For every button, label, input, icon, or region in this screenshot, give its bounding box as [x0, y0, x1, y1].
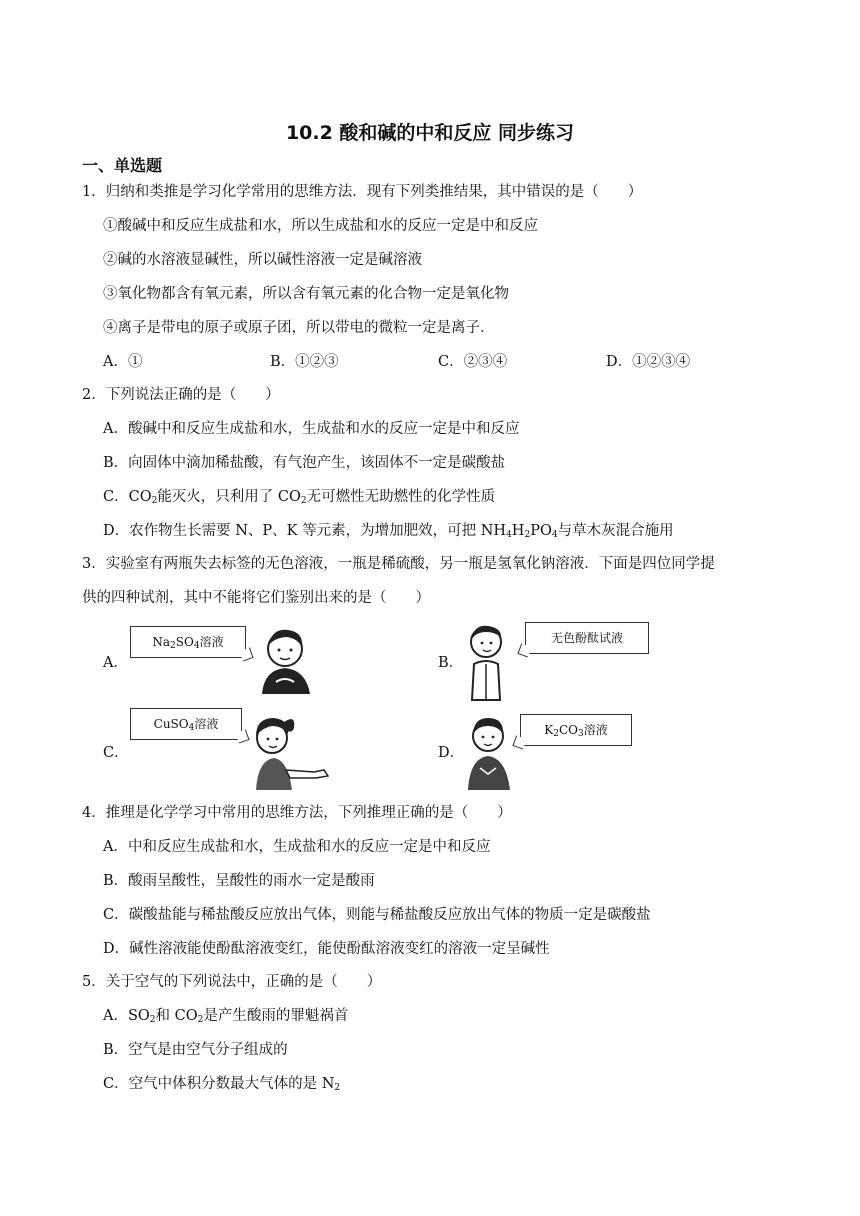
bubble-b-text: 无色酚酞试液: [550, 631, 623, 645]
question-1-stem: 1．归纳和类推是学习化学常用的思维方法．现有下列类推结果，其中错误的是（ ）: [82, 184, 643, 200]
bubble-a-text-1: Na: [152, 635, 171, 649]
option-d-text-3: PO: [530, 523, 552, 539]
question-3-stem-line-2: 供的四种试剂，其中不能将它们鉴别出来的是（ ）: [82, 590, 430, 606]
question-1-option-d[interactable]: D．①②③④: [606, 354, 691, 370]
question-5-option-a[interactable]: [103, 1005, 348, 1031]
subscript: 2: [334, 1083, 341, 1093]
student-boy-b-illustration: [458, 620, 518, 702]
subscript: 4: [193, 641, 200, 651]
bubble-c-text-1: CuSO: [153, 717, 189, 731]
bubble-a-text-2: SO: [175, 635, 194, 649]
question-3-option-c-label[interactable]: C．: [103, 745, 129, 761]
option-d-text-1: D．农作物生长需要 N、P、K 等元素，为增加肥效，可把 NH: [103, 523, 507, 539]
question-4-option-c[interactable]: C．碳酸盐能与稀盐酸反应放出气体，则能与稀盐酸反应放出气体的物质一定是碳酸盐: [103, 907, 651, 923]
question-1-item-2: ②碱的水溶液显碱性，所以碱性溶液一定是碱溶液: [103, 252, 422, 268]
speech-bubble-a: [130, 626, 246, 658]
option-c-text-3: 无可燃性无助燃性的化学性质: [306, 489, 496, 505]
option-c-text-1: C．空气中体积分数最大气体的是 N: [103, 1076, 335, 1092]
subscript: 2: [553, 729, 559, 739]
question-3-option-a-label[interactable]: A．: [103, 655, 128, 671]
question-1-option-c[interactable]: C．②③④: [438, 354, 508, 370]
question-3-option-b-label[interactable]: B．: [438, 655, 464, 671]
option-a-text-2: 和 CO: [155, 1008, 198, 1024]
question-2-stem: 2．下列说法正确的是（ ）: [82, 387, 280, 403]
option-d-text-2: H: [511, 523, 525, 539]
question-4-option-a[interactable]: A．中和反应生成盐和水，生成盐和水的反应一定是中和反应: [103, 839, 491, 855]
bubble-d-text-3: 溶液: [583, 723, 608, 737]
bubble-d-text-2: CO: [558, 723, 578, 737]
question-2-option-a[interactable]: A．酸碱中和反应生成盐和水，生成盐和水的反应一定是中和反应: [103, 421, 520, 437]
question-5-option-b[interactable]: B．空气是由空气分子组成的: [103, 1042, 288, 1058]
speech-bubble-c: [130, 708, 242, 740]
question-4-stem: 4．推理是化学学习中常用的思维方法，下列推理正确的是（ ）: [82, 805, 512, 821]
subscript: 2: [149, 1015, 156, 1025]
bubble-a-text-3: 溶液: [199, 635, 224, 649]
option-c-text-2: 能灭火，只利用了 CO: [157, 489, 301, 505]
speech-bubble-d: [520, 714, 632, 746]
question-2-option-b[interactable]: B．向固体中滴加稀盐酸，有气泡产生，该固体不一定是碳酸盐: [103, 455, 506, 471]
subscript: 2: [300, 496, 307, 506]
question-2-option-c[interactable]: [103, 486, 495, 512]
option-a-text-1: A．SO: [103, 1008, 150, 1024]
question-5-option-c[interactable]: [103, 1073, 340, 1099]
bubble-d-text-1: K: [544, 723, 554, 737]
bubble-c-text-2: 溶液: [194, 717, 219, 731]
subscript: 2: [151, 496, 158, 506]
option-a-text-3: 是产生酸雨的罪魁祸首: [203, 1008, 349, 1024]
question-5-stem: 5．关于空气的下列说法中，正确的是（ ）: [82, 974, 382, 990]
question-4-option-b[interactable]: B．酸雨呈酸性，呈酸性的雨水一定是酸雨: [103, 873, 375, 889]
question-2-option-d[interactable]: [103, 520, 674, 546]
question-3-option-d-label[interactable]: D．: [438, 745, 465, 761]
speech-bubble-b: [525, 622, 649, 654]
subscript: 4: [188, 723, 195, 733]
question-3-stem-line-1: 3．实验室有两瓶失去标签的无色溶液，一瓶是稀硫酸，另一瓶是氢氧化钠溶液．下面是四位同学提: [82, 556, 715, 572]
student-boy-d-illustration: [458, 712, 518, 792]
question-1-option-a[interactable]: A．①: [103, 354, 143, 370]
subscript: 2: [524, 530, 531, 540]
page-title: 10.2 酸和碱的中和反应 同步练习: [285, 122, 575, 144]
option-c-text-1: C．CO: [103, 489, 152, 505]
student-girl-c-illustration: [246, 712, 332, 792]
subscript: 2: [197, 1015, 204, 1025]
option-d-text-4: 与草木灰混合施用: [557, 523, 674, 539]
question-1-option-b[interactable]: B．①②③: [270, 354, 339, 370]
subscript: 4: [551, 530, 558, 540]
question-1-item-3: ③氧化物都含有氧元素，所以含有氧元素的化合物一定是氧化物: [103, 286, 509, 302]
subscript: 2: [170, 641, 176, 651]
student-boy-a-illustration: [252, 624, 322, 696]
subscript: 3: [577, 729, 584, 739]
section-heading: 一、单选题: [82, 156, 163, 175]
subscript: 4: [506, 530, 512, 540]
question-1-item-4: ④离子是带电的原子或原子团，所以带电的微粒一定是离子．: [103, 320, 495, 336]
question-4-option-d[interactable]: D．碱性溶液能使酚酞溶液变红，能使酚酞溶液变红的溶液一定呈碱性: [103, 941, 550, 957]
question-1-item-1: ①酸碱中和反应生成盐和水，所以生成盐和水的反应一定是中和反应: [103, 218, 538, 234]
